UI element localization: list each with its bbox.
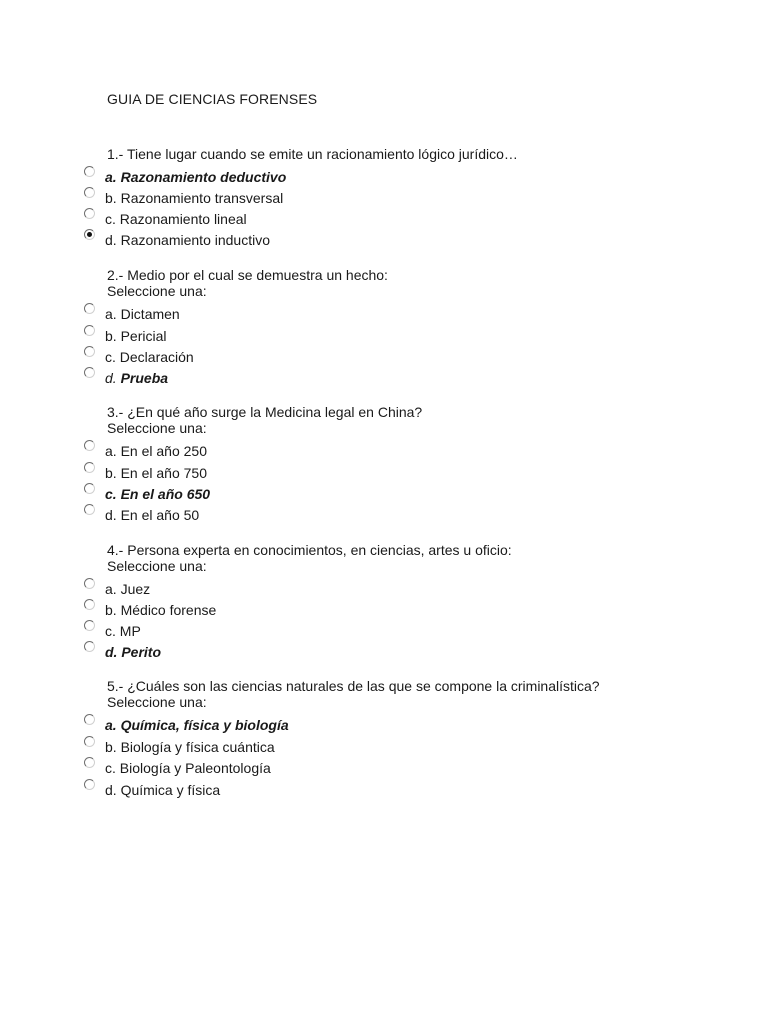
option-4d[interactable] xyxy=(0,642,600,662)
option-text: Razonamiento inductivo xyxy=(120,232,270,248)
option-3c[interactable] xyxy=(0,484,600,504)
option-letter: a. xyxy=(105,169,117,185)
option-letter: d. xyxy=(105,507,117,523)
option-text: Biología y física cuántica xyxy=(120,739,275,755)
page-title: GUIA DE CIENCIAS FORENSES xyxy=(107,91,318,107)
radio-button[interactable] xyxy=(84,641,95,652)
option-letter: c. xyxy=(105,211,116,227)
option-2b[interactable] xyxy=(0,326,600,346)
radio-button[interactable] xyxy=(84,187,95,198)
option-letter: d. xyxy=(105,644,118,660)
option-letter: c. xyxy=(105,760,116,776)
option-text: Juez xyxy=(120,581,151,597)
option-label xyxy=(105,507,199,523)
option-label xyxy=(105,486,210,502)
radio-button[interactable] xyxy=(84,367,95,378)
radio-button[interactable] xyxy=(84,736,95,747)
option-5d[interactable] xyxy=(0,780,600,800)
question-text: 5.- ¿Cuáles son las ciencias naturales de las que se compone la criminalística? xyxy=(107,678,600,694)
option-text: Pericial xyxy=(120,328,167,344)
option-label xyxy=(105,739,275,755)
option-text: Química, física y biología xyxy=(120,717,289,733)
question-text: 4.- Persona experta en conocimientos, en ciencias, artes u oficio: xyxy=(107,542,512,558)
option-letter: d. xyxy=(105,782,117,798)
option-2a[interactable] xyxy=(0,304,600,324)
option-text: En el año 50 xyxy=(120,507,200,523)
option-text: Química y física xyxy=(120,782,221,798)
radio-button[interactable] xyxy=(84,714,95,725)
radio-button[interactable] xyxy=(84,303,95,314)
option-label xyxy=(105,581,150,597)
select-prompt: Seleccione una: xyxy=(107,420,207,436)
option-2c[interactable] xyxy=(0,347,600,367)
option-2d[interactable] xyxy=(0,368,600,388)
option-text: En el año 650 xyxy=(120,486,211,502)
option-3d[interactable] xyxy=(0,505,600,525)
select-prompt: Seleccione una: xyxy=(107,694,207,710)
option-label xyxy=(105,370,168,386)
option-text: Médico forense xyxy=(120,602,217,618)
question-text: 3.- ¿En qué año surge la Medicina legal en China? xyxy=(107,404,423,420)
option-label xyxy=(105,306,180,322)
option-letter: d. xyxy=(105,232,117,248)
option-1b[interactable] xyxy=(0,188,600,208)
radio-button[interactable] xyxy=(84,779,95,790)
option-4a[interactable] xyxy=(0,579,600,599)
question-text: 1.- Tiene lugar cuando se emite un racionamiento lógico jurídico… xyxy=(107,146,518,162)
option-1a[interactable] xyxy=(0,167,600,187)
option-label xyxy=(105,169,286,185)
option-letter: b. xyxy=(105,328,117,344)
option-letter: d. xyxy=(105,370,117,386)
option-4b[interactable] xyxy=(0,600,600,620)
radio-button[interactable] xyxy=(84,346,95,357)
option-label xyxy=(105,232,270,248)
option-3a[interactable] xyxy=(0,441,600,461)
radio-button[interactable] xyxy=(84,578,95,589)
option-label xyxy=(105,190,283,206)
radio-button[interactable] xyxy=(84,757,95,768)
option-text: Razonamiento lineal xyxy=(119,211,247,227)
option-label xyxy=(105,443,207,459)
radio-button[interactable] xyxy=(84,620,95,631)
option-5b[interactable] xyxy=(0,737,600,757)
radio-button[interactable] xyxy=(84,440,95,451)
option-text: Razonamiento deductivo xyxy=(120,169,287,185)
option-letter: c. xyxy=(105,349,116,365)
option-label xyxy=(105,211,247,227)
option-label xyxy=(105,328,166,344)
question-text: 2.- Medio por el cual se demuestra un hecho: xyxy=(107,267,388,283)
option-4c[interactable] xyxy=(0,621,600,641)
option-letter: a. xyxy=(105,581,117,597)
option-letter: c. xyxy=(105,486,117,502)
option-text: Prueba xyxy=(120,370,169,386)
option-5a[interactable] xyxy=(0,715,600,735)
option-text: En el año 750 xyxy=(120,465,207,481)
option-text: Razonamiento transversal xyxy=(120,190,284,206)
radio-button[interactable] xyxy=(84,462,95,473)
option-letter: a. xyxy=(105,306,117,322)
option-1c[interactable] xyxy=(0,209,600,229)
option-text: Biología y Paleontología xyxy=(119,760,271,776)
select-prompt: Seleccione una: xyxy=(107,558,207,574)
option-label xyxy=(105,465,207,481)
radio-button[interactable] xyxy=(84,504,95,515)
option-text: En el año 250 xyxy=(120,443,207,459)
select-prompt: Seleccione una: xyxy=(107,283,207,299)
option-text: Declaración xyxy=(119,349,194,365)
radio-button-selected[interactable] xyxy=(84,229,95,240)
option-label xyxy=(105,349,194,365)
option-label xyxy=(105,760,271,776)
option-letter: b. xyxy=(105,739,117,755)
option-label xyxy=(105,644,161,660)
option-label xyxy=(105,623,141,639)
option-text: Perito xyxy=(121,644,162,660)
option-letter: b. xyxy=(105,190,117,206)
option-label xyxy=(105,602,216,618)
radio-button[interactable] xyxy=(84,599,95,610)
option-letter: a. xyxy=(105,717,117,733)
radio-button[interactable] xyxy=(84,325,95,336)
radio-button[interactable] xyxy=(84,483,95,494)
option-letter: b. xyxy=(105,602,117,618)
option-text: Dictamen xyxy=(120,306,180,322)
radio-button[interactable] xyxy=(84,166,95,177)
option-letter: a. xyxy=(105,443,117,459)
option-3b[interactable] xyxy=(0,463,600,483)
option-label xyxy=(105,717,289,733)
radio-button[interactable] xyxy=(84,208,95,219)
option-1d[interactable] xyxy=(0,230,600,250)
option-5c[interactable] xyxy=(0,758,600,778)
option-letter: b. xyxy=(105,465,117,481)
option-label xyxy=(105,782,220,798)
option-text: MP xyxy=(119,623,141,639)
option-letter: c. xyxy=(105,623,116,639)
